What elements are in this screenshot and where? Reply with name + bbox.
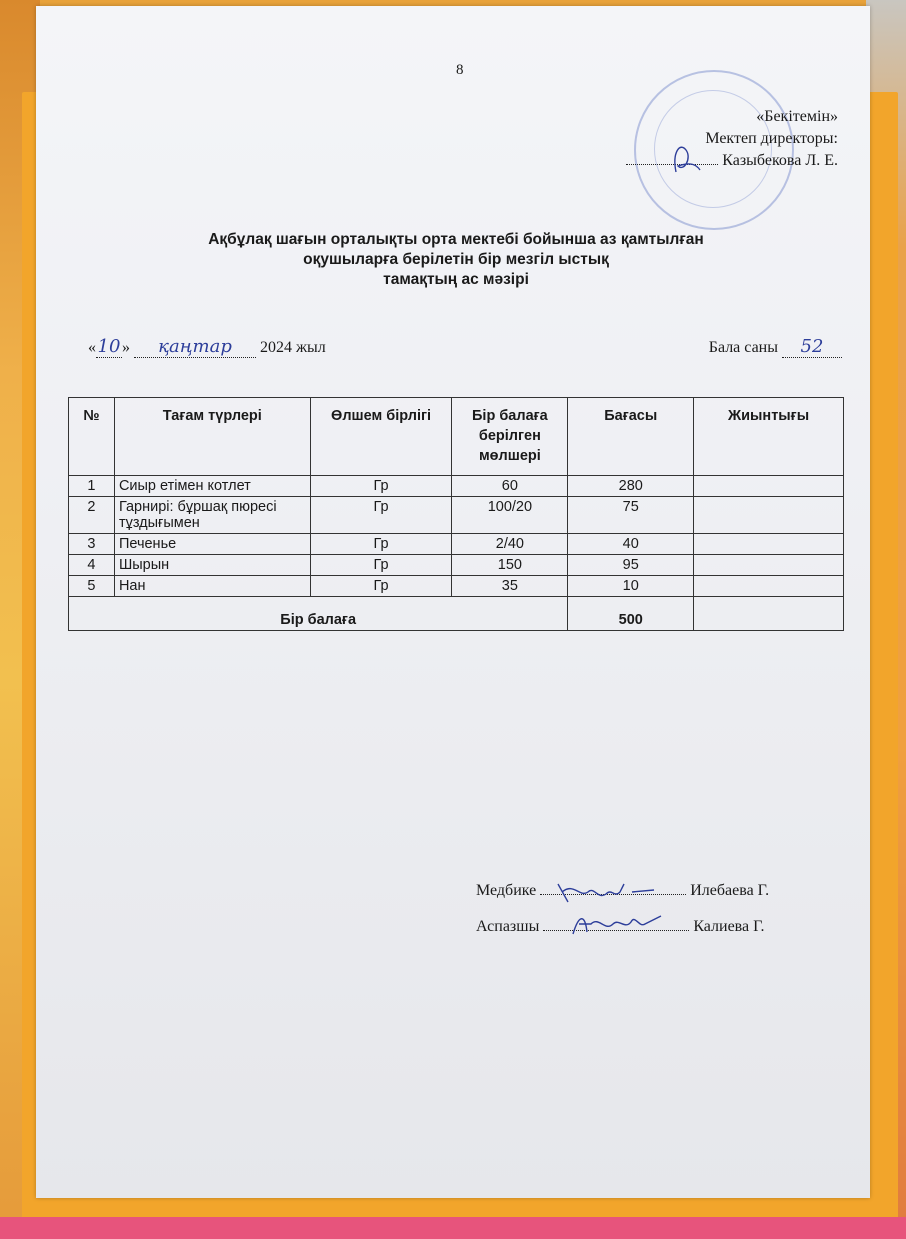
row-portion: 2/40: [452, 534, 568, 555]
row-total: [694, 555, 844, 576]
row-dish: Сиыр етімен котлет: [114, 476, 310, 497]
row-unit: Гр: [310, 497, 452, 534]
title-line-1: Ақбұлақ шағын орталықты орта мектебі бойынша аз қамтылған: [208, 231, 704, 248]
row-price: 40: [568, 534, 694, 555]
header-unit: Өлшем бірлігі: [310, 398, 452, 476]
row-unit: Гр: [310, 576, 452, 597]
row-total: [694, 534, 844, 555]
table-row: [69, 576, 844, 597]
table-row: [69, 476, 844, 497]
row-price: 75: [568, 497, 694, 534]
row-unit: Гр: [310, 555, 452, 576]
menu-table: [68, 397, 844, 631]
table-footer-row: [69, 597, 844, 631]
document-page: [36, 6, 870, 1198]
row-unit: Гр: [310, 476, 452, 497]
director-signature: [626, 164, 718, 165]
row-price: 95: [568, 555, 694, 576]
cook-signature-mark: [569, 910, 689, 944]
header-number: №: [69, 398, 115, 476]
approval-block: [626, 106, 838, 172]
row-number: 5: [69, 576, 115, 597]
row-number: 3: [69, 534, 115, 555]
table-row: [69, 534, 844, 555]
header-price: Бағасы: [568, 398, 694, 476]
row-dish: Шырын: [114, 555, 310, 576]
row-portion: 150: [452, 555, 568, 576]
date-day: 10: [97, 336, 121, 357]
header-dish: Тағам түрлері: [114, 398, 310, 476]
table-row: [69, 555, 844, 576]
footer-total: [694, 597, 844, 631]
row-dish: Нан: [114, 576, 310, 597]
children-count-label: Бала саны: [708, 339, 778, 356]
cook-signature: [543, 930, 689, 931]
header-portion: Бір балаға берілген мөлшері: [452, 398, 568, 476]
row-total: [694, 497, 844, 534]
approval-position: Мектеп директоры:: [705, 130, 838, 147]
approval-signature-line: [626, 150, 838, 172]
row-portion: 100/20: [452, 497, 568, 534]
director-signature-mark: [666, 142, 706, 176]
row-portion: 60: [452, 476, 568, 497]
cook-role: Аспазшы: [476, 918, 540, 935]
background-bottom: [0, 1217, 906, 1239]
row-dish: Печенье: [114, 534, 310, 555]
row-total: [694, 476, 844, 497]
nurse-signature-line: [476, 882, 769, 900]
title-line-2: оқушыларға берілетін бір мезгіл ыстық: [303, 251, 609, 268]
row-number: 2: [69, 497, 115, 534]
row-dish: Гарнирі: бұршақ пюресі тұздығымен: [114, 497, 310, 534]
row-unit: Гр: [310, 534, 452, 555]
cook-name: Калиева Г.: [693, 918, 765, 935]
date-month: қаңтар: [134, 336, 256, 358]
row-number: 4: [69, 555, 115, 576]
header-total: Жиынтығы: [694, 398, 844, 476]
row-portion: 35: [452, 576, 568, 597]
row-total: [694, 576, 844, 597]
cook-signature-line: [476, 918, 765, 936]
row-price: 10: [568, 576, 694, 597]
nurse-signature-mark: [554, 878, 674, 908]
table-header-row: [69, 398, 844, 476]
director-name: Казыбекова Л. Е.: [722, 152, 838, 169]
approval-heading: «Бекітемін»: [756, 108, 838, 125]
nurse-role: Медбике: [476, 882, 537, 899]
table-row: [69, 497, 844, 534]
footer-value: 500: [568, 597, 694, 631]
nurse-name: Илебаева Г.: [690, 882, 770, 899]
footer-label: Бір балаға: [69, 597, 568, 631]
document-title: [136, 230, 776, 290]
nurse-signature: [540, 894, 686, 895]
title-line-3: тамақтың ас мәзірі: [383, 271, 529, 288]
page-number: 8: [456, 62, 464, 78]
row-price: 280: [568, 476, 694, 497]
date-year: 2024 жыл: [260, 339, 326, 356]
date-line: «10» қаңтар 2024 жыл: [88, 336, 326, 357]
children-count-value: 52: [782, 336, 842, 358]
children-count-line: [709, 336, 842, 358]
row-number: 1: [69, 476, 115, 497]
